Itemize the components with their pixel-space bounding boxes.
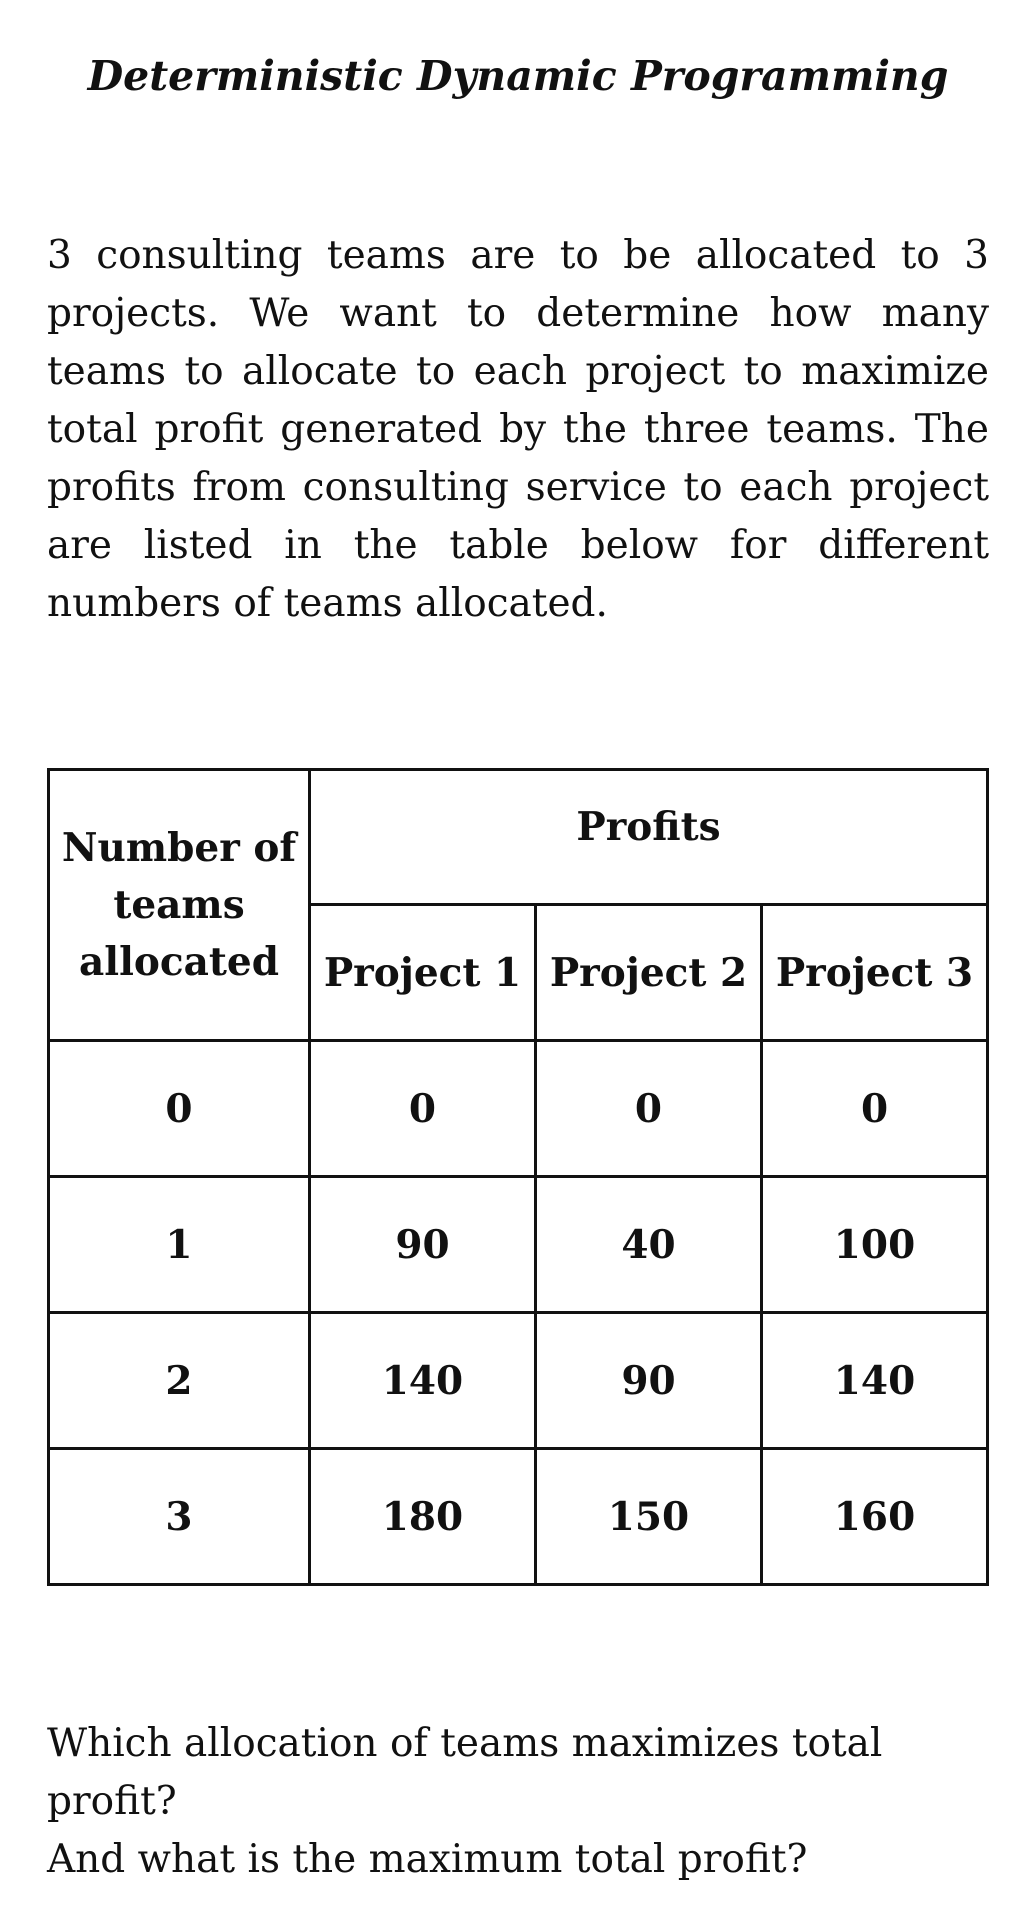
teams-allocated-header: Number of teams allocated	[49, 770, 310, 1041]
profit-cell: 0	[310, 1041, 536, 1177]
profits-group-header: Profits	[310, 770, 988, 905]
problem-description: 3 consulting teams are to be allocated to 3 projects. We want to determine how many teams to allocate to each project to maximize total profit generated by the three teams. The profits from consulting service to each project are listed in the table below for different numbers of teams allocated.	[47, 233, 989, 626]
table-row	[49, 1449, 988, 1585]
teams-cell: 1	[49, 1177, 310, 1313]
project-1-header: Project 1	[310, 905, 536, 1041]
profit-cell: 150	[536, 1449, 762, 1585]
profit-cell: 90	[310, 1177, 536, 1313]
question-text	[47, 1715, 1007, 1889]
profit-cell: 100	[762, 1177, 988, 1313]
teams-cell: 3	[49, 1449, 310, 1585]
profit-cell: 40	[536, 1177, 762, 1313]
teams-cell: 2	[49, 1313, 310, 1449]
profit-cell: 0	[762, 1041, 988, 1177]
table-row	[49, 1041, 988, 1177]
table-row	[49, 1313, 988, 1449]
table-header-row	[49, 770, 988, 905]
profits-table	[47, 768, 989, 1586]
question-line-2: And what is the maximum total profit?	[47, 1837, 808, 1882]
profit-cell: 90	[536, 1313, 762, 1449]
profit-cell: 180	[310, 1449, 536, 1585]
question-line-1: Which allocation of teams maximizes total profit?	[47, 1721, 883, 1824]
profit-cell: 140	[310, 1313, 536, 1449]
teams-cell: 0	[49, 1041, 310, 1177]
profit-cell: 140	[762, 1313, 988, 1449]
project-3-header: Project 3	[762, 905, 988, 1041]
profit-cell: 160	[762, 1449, 988, 1585]
page-title: Deterministic Dynamic Programming	[87, 52, 949, 100]
profit-cell: 0	[536, 1041, 762, 1177]
project-2-header: Project 2	[536, 905, 762, 1041]
table-row	[49, 1177, 988, 1313]
